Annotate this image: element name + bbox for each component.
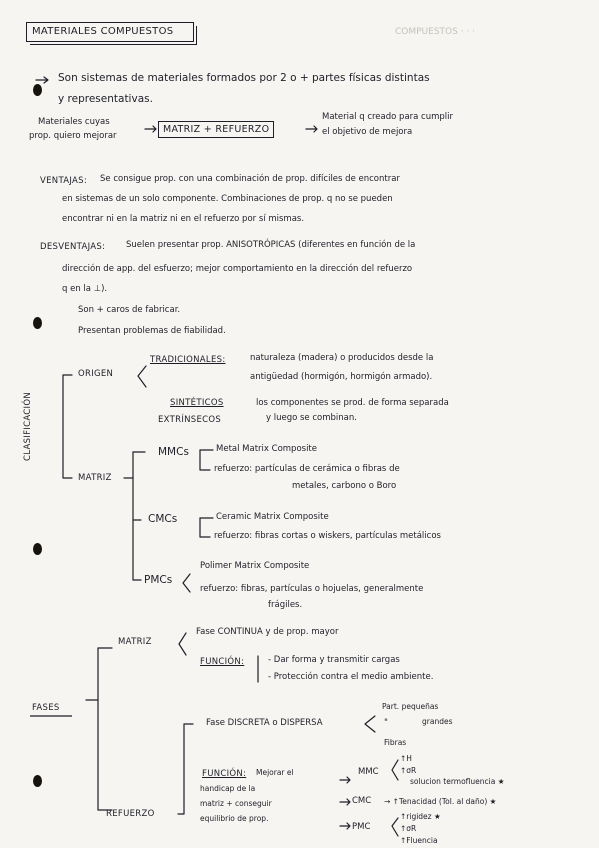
refuerzo-funcion-2: handicap de la [200, 784, 256, 793]
definition-left-line-1: Materiales cuyas [38, 117, 110, 127]
intro-line-1: Son sistemas de materiales formados por 2 o + partes físicas distintas [58, 72, 430, 84]
page-title: MATERIALES COMPUESTOS [26, 22, 194, 42]
refuerzo-funcion-1: Mejorar el [256, 768, 294, 777]
ventajas-line-2: en sistemas de un solo componente. Combinaciones de prop. q no se pueden [62, 194, 393, 204]
refuerzo-mmc-up-1: ↑H [400, 754, 412, 763]
ventajas-label: VENTAJAS: [40, 176, 88, 186]
sinteticos-line-1: los componentes se prod. de forma separada [256, 398, 449, 408]
refuerzo-cmc: CMC [352, 796, 372, 806]
sinteticos-line-2: y luego se combinan. [266, 413, 357, 423]
pmc-name: Polimer Matrix Composite [200, 561, 310, 571]
pmc-refuerzo-line-2: frágiles. [268, 600, 303, 610]
refuerzo-pmc-up-1: ↑rigidez ★ [400, 812, 441, 821]
intro-line-2: y representativas. [58, 93, 153, 105]
extrinsecos-label: EXTRÍNSECOS [158, 415, 222, 425]
cmc-refuerzo: refuerzo: fibras cortas o wiskers, partículas metálicos [214, 531, 441, 541]
matriz-class-label: MATRIZ [78, 473, 112, 483]
refuerzo-mmc: MMC [358, 767, 379, 777]
tradicionales-line-1: naturaleza (madera) o producidos desde la [250, 353, 434, 363]
refuerzo-funcion-4: equilibrio de prop. [200, 814, 269, 823]
ventajas-line-3: encontrar ni en la matriz ni en el refuerzo por sí mismas. [62, 214, 305, 224]
pmc-refuerzo-line-1: refuerzo: fibras, partículas o hojuelas, generalmente [200, 584, 424, 594]
definition-left-line-2: prop. quiero mejorar [29, 131, 117, 141]
fases-matriz-funcion-2: - Protección contra el medio ambiente. [268, 672, 434, 682]
refuerzo-pmc-up-3: ↑Fluencia [400, 836, 438, 845]
desventajas-line-4: Son + caros de fabricar. [78, 305, 181, 315]
cmc-label: CMCs [148, 513, 178, 525]
desventajas-label: DESVENTAJAS: [40, 242, 106, 252]
desventajas-line-2: dirección de app. del esfuerzo; mejor comportamiento en la dirección del refuerzo [62, 264, 413, 274]
fases-matriz-funcion-1: - Dar forma y transmitir cargas [268, 655, 400, 665]
refuerzo-mmc-up-2: ↑σR [400, 766, 417, 775]
mmc-refuerzo-line-2: metales, carbono o Boro [292, 481, 397, 491]
refuerzo-option-2: " [384, 718, 388, 728]
refuerzo-mmc-text: solucion termofluencia ★ [410, 777, 505, 786]
fases-matriz-label: MATRIZ [118, 637, 152, 647]
cmc-name: Ceramic Matrix Composite [216, 512, 329, 522]
definition-right-line-2: el objetivo de mejora [322, 127, 413, 137]
refuerzo-funcion-label: FUNCIÓN: [202, 769, 247, 779]
matriz-refuerzo-box: MATRIZ + REFUERZO [158, 121, 274, 138]
pmc-label: PMCs [144, 574, 173, 586]
fases-refuerzo-fase: Fase DISCRETA o DISPERSA [206, 718, 323, 728]
tradicionales-line-2: antigüedad (hormigón, hormigón armado). [250, 372, 433, 382]
refuerzo-option-1b: grandes [422, 717, 453, 726]
refuerzo-cmc-text: → ↑Tenacidad (Tol. al daño) ★ [384, 797, 497, 806]
tradicionales-label: TRADICIONALES: [150, 355, 226, 365]
mmc-refuerzo-line-1: refuerzo: partículas de cerámica o fibras de [214, 464, 400, 474]
definition-right-line-1: Material q creado para cumplir [322, 112, 454, 122]
fases-label: FASES [32, 703, 60, 713]
desventajas-line-5: Presentan problemas de fiabilidad. [78, 326, 226, 336]
fases-matriz-line-1: Fase CONTINUA y de prop. mayor [196, 627, 339, 637]
refuerzo-pmc-up-2: ↑σR [400, 824, 417, 833]
mmc-label: MMCs [158, 446, 189, 458]
origen-label: ORIGEN [78, 369, 114, 379]
fases-matriz-funcion-label: FUNCIÓN: [200, 657, 245, 667]
bleed-through-text: COMPUESTOS · · · [395, 27, 476, 37]
refuerzo-pmc: PMC [352, 822, 371, 832]
refuerzo-option-1a: Part. pequeñas [382, 702, 439, 711]
desventajas-line-1: Suelen presentar prop. ANISOTRÓPICAS (diferentes en función de la [126, 240, 416, 250]
clasificacion-label: CLASIFICACIÓN [22, 392, 33, 461]
sinteticos-label: SINTÉTICOS [170, 398, 224, 408]
refuerzo-option-3: Fibras [384, 738, 407, 747]
refuerzo-funcion-3: matriz + conseguir [200, 799, 272, 808]
ventajas-line-1: Se consigue prop. con una combinación de prop. difíciles de encontrar [100, 174, 400, 184]
fases-refuerzo-label: REFUERZO [106, 809, 155, 819]
mmc-name: Metal Matrix Composite [216, 444, 317, 454]
desventajas-line-3: q en la ⊥). [62, 284, 108, 294]
